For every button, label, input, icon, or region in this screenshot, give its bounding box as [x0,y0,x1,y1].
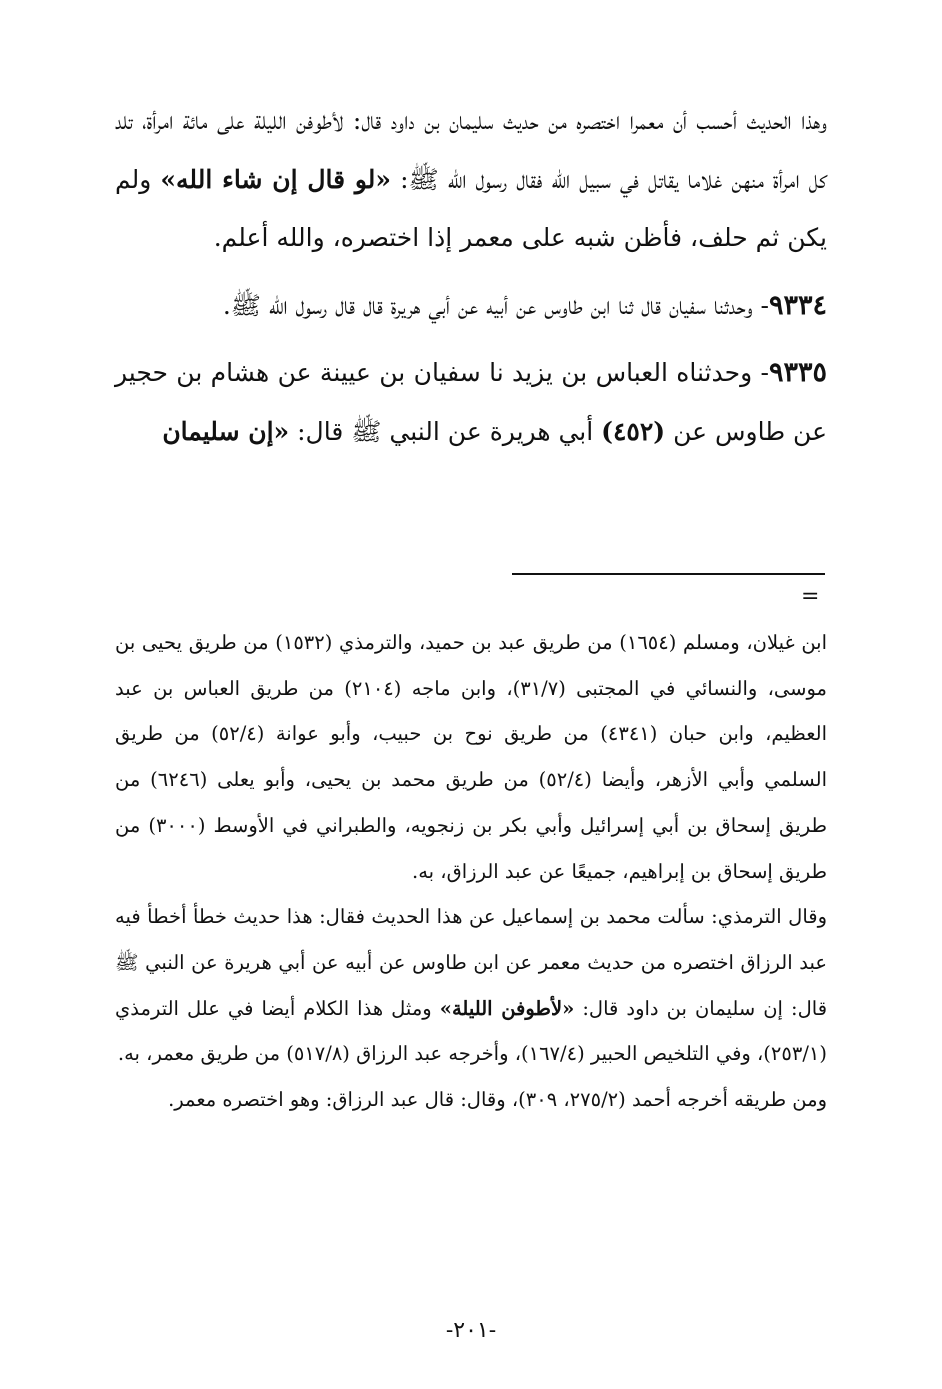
hadith-number: ٩٣٣٤ [768,289,827,321]
hadith-number: ٩٣٣٥ [768,357,827,388]
footnote-paragraph: ومن طريقه أخرجه أحمد (٢٧٥/٢، ٣٠٩)، وقال: قال عبد الرزاق: وهو اختصره معمر. [168,1088,827,1112]
footnote-text-end: ومثل هذا الكلام أيضا في علل الترمذي (٢٥٣/١)، وفي التلخيص الحبير (١٦٧/٤)، وأخرجه عبد الرزاق (٥١٧/٨) من طريق معمر، به. [115,996,827,1066]
paragraph-commentary [115,92,827,268]
footnotes [115,620,827,1123]
page-number: -٢٠١- [445,1318,497,1343]
footnote-text: وقال الترمذي: سألت محمد بن إسماعيل عن هذا الحديث فقال: هذا حديث خطأ أخطأ فيه عبد الرزاق اختصره من حديث معمر عن ابن طاوس عن أبيه عن أبي هريرة عن النبي ﷺ قال: إن سليمان بن داود قال: [115,905,828,1020]
hadith-text: - وحدثنا سفيان قال ثنا ابن طاوس عن أبيه عن أبي هريرة قال قال رسول الله ﷺ. [222,290,769,320]
hadith-quote-bold: «لو قال إن شاء الله» [160,164,392,194]
footnote-quote-bold: «لأطوفن الليلة» [439,996,575,1020]
main-text [115,92,827,461]
footnote-continuation-mark: = [801,584,820,609]
footnote-paragraph [115,894,827,1077]
hadith-text-continued: أبي هريرة عن النبي ﷺ قال: [297,416,594,446]
hadith-entry-9334 [115,277,827,336]
hadith-entry-9335 [115,344,827,461]
commentary-text: وهذا الحديث أحسب أن معمرا اختصره من حديث سليمان بن داود قال: لأطوفن الليلة على مائة امرأة، تلد كل امرأة منهن غلاما يقاتل في سبيل الله فقال رسول الله ﷺ: [115,106,827,194]
footnote-reference: (٤٥٢) [601,416,666,446]
footnote-separator [512,573,825,575]
hadith-text: - وحدثناه العباس بن يزيد نا سفيان بن عيينة عن هشام بن حجير عن طاوس عن [115,358,827,446]
commentary-text-end: ولم يكن ثم حلف، فأظن شبه على معمر إذا اختصره، والله أعلم. [115,164,827,252]
hadith-quote-bold: «إن سليمان [162,416,290,446]
footnote-paragraph: ابن غيلان، ومسلم (١٦٥٤) من طريق عبد بن حميد، والترمذي (١٥٣٢) من طريق يحيى بن موسى، والنسائي في المجتبى (٣١/٧)، وابن ماجه (٢١٠٤) من طريق العباس بن عبد العظيم، وابن حبان (٤٣٤١) من طريق نوح بن حبيب، وأبو عوانة (٥٢/٤) من طريق السلمي وأبي الأزهر، وأيضا (٥٢/٤) من طريق محمد بن يحيى، وأبو يعلى (٦٢٤٦) من طريق إسحاق بن أبي إسرائيل وأبي بكر بن زنجويه، والطبراني في الأوسط (٣٠٠٠) من طريق إسحاق بن إبراهيم، جميعًا عن عبد الرزاق، به. [115,631,828,883]
